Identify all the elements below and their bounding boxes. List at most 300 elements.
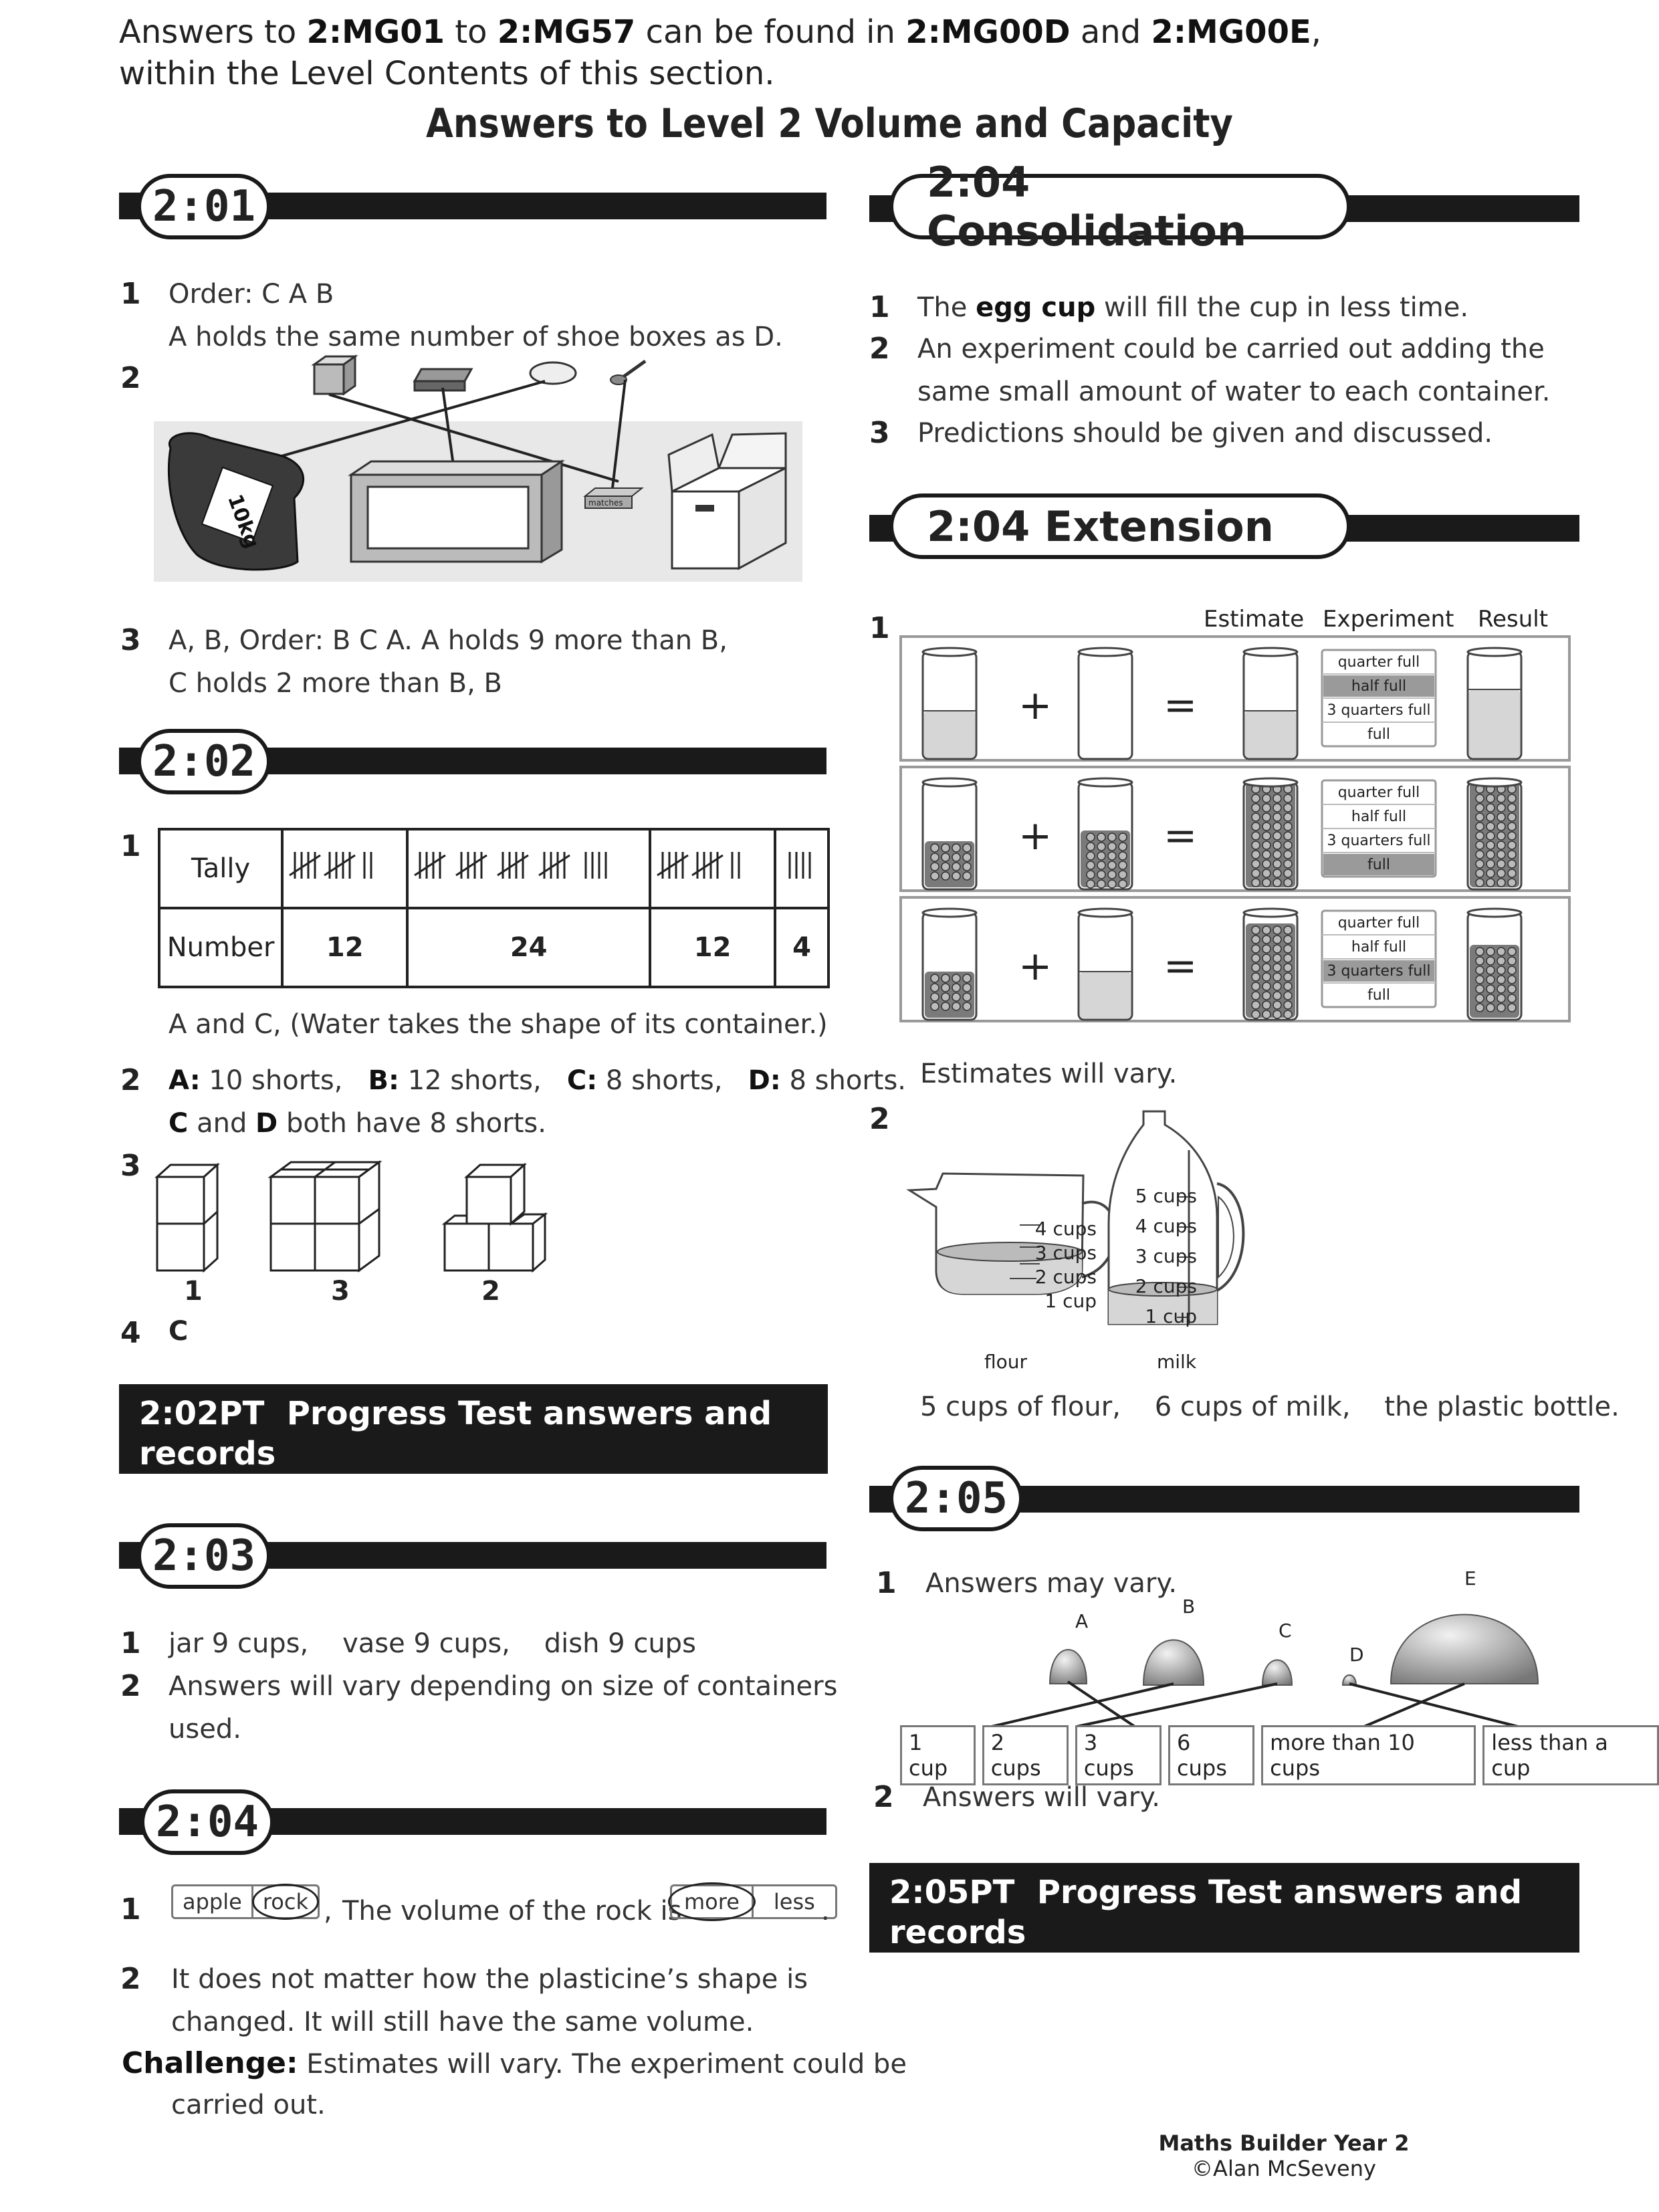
bead: [963, 993, 971, 1001]
bead: [1097, 871, 1105, 879]
option-label: 3 quarters full: [1327, 963, 1431, 980]
bead: [952, 844, 960, 852]
bead: [1262, 945, 1270, 953]
bead: [1087, 852, 1095, 860]
glass-water: [924, 711, 975, 758]
s201-q1-order: Order: C A B: [169, 279, 334, 310]
option-label: quarter full: [1337, 654, 1420, 671]
bead: [931, 844, 939, 852]
bead: [1476, 976, 1484, 984]
number-cell: 4: [775, 908, 828, 987]
section-label-205: 2:05: [889, 1466, 1023, 1531]
s203-q1: jar 9 cups, vase 9 cups, dish 9 cups: [169, 1628, 696, 1659]
bead: [1273, 973, 1281, 981]
s201-q3-line2: C holds 2 more than B, B: [169, 668, 502, 699]
section-label-204-extension: 2:04 Extension: [889, 493, 1351, 559]
bead: [1097, 861, 1105, 869]
tally-cell: [650, 829, 775, 908]
bead: [1119, 852, 1127, 860]
storage-box-icon: [669, 433, 786, 568]
period: .: [821, 1896, 830, 1926]
tally-cell: [775, 829, 828, 908]
bead: [1486, 966, 1495, 974]
bead: [1497, 1004, 1505, 1012]
intro-ref: 2:MG00D: [905, 13, 1071, 51]
bead: [1476, 948, 1484, 956]
question-number: 1: [120, 1892, 141, 1926]
plus-sign: +: [1018, 943, 1053, 990]
bead: [1486, 869, 1495, 877]
bead: [1262, 964, 1270, 972]
bead: [1508, 869, 1516, 877]
bead: [1476, 879, 1484, 887]
s201-q1-note: A holds the same number of shoe boxes as D.: [169, 322, 783, 352]
bead: [1252, 992, 1260, 1000]
s205-q1: Answers may vary.: [925, 1568, 1178, 1599]
bead: [1252, 822, 1260, 831]
bead: [1108, 871, 1116, 879]
jug-mark: 3 cups: [1034, 1242, 1097, 1264]
bead: [1273, 879, 1281, 887]
more-less-choice: [670, 1884, 837, 1919]
bead: [1497, 813, 1505, 821]
intro-text: can be found in: [635, 13, 906, 51]
option-more-label: more: [684, 1889, 740, 1914]
bead: [952, 872, 960, 880]
bead: [1284, 804, 1292, 812]
jug-scale: [983, 1217, 1097, 1313]
bead: [952, 853, 960, 861]
bead: [1273, 832, 1281, 840]
bead: [1108, 843, 1116, 851]
question-number: 3: [120, 623, 141, 657]
question-number: 2: [869, 1102, 890, 1136]
question-number: 2: [120, 1063, 141, 1097]
bead: [1262, 1010, 1270, 1018]
bead: [952, 974, 960, 982]
bead: [952, 993, 960, 1001]
bead: [942, 872, 950, 880]
answer-value: 12 shorts,: [399, 1065, 567, 1096]
s204c-q1: [917, 290, 1468, 325]
bead: [1273, 804, 1281, 812]
option-rock-label: rock: [262, 1889, 308, 1914]
bead: [1284, 935, 1292, 944]
option-label: quarter full: [1337, 915, 1420, 931]
bead: [1497, 832, 1505, 840]
bead: [1486, 804, 1495, 812]
challenge-label: Challenge:: [122, 2046, 298, 2080]
bead: [1252, 1001, 1260, 1009]
intro-text: and: [1070, 13, 1151, 51]
bead: [1476, 813, 1484, 821]
bottle-scale: [1123, 1181, 1197, 1331]
match-line: [1349, 1684, 1518, 1727]
pt-line-2: are at the end of this section.: [1010, 1954, 1549, 1991]
bead: [1486, 1004, 1495, 1012]
bead: [1284, 954, 1292, 962]
glass-rim: [1468, 778, 1521, 786]
s202-q2-line2: [169, 1106, 546, 1141]
s204e-q2-answer: 5 cups of flour, 6 cups of milk, the plastic bottle.: [920, 1392, 1620, 1422]
spoon-icon: [611, 361, 645, 384]
dome-b: [1143, 1640, 1204, 1686]
intro-ref: 2:MG57: [497, 13, 636, 51]
bead: [1508, 966, 1516, 974]
bead: [1497, 957, 1505, 965]
question-number: 2: [869, 332, 890, 366]
answer-value: and: [188, 1108, 256, 1139]
bead: [1273, 945, 1281, 953]
bead: [1262, 973, 1270, 981]
bead: [931, 1002, 939, 1010]
bead: [1476, 985, 1484, 993]
option-label: full: [1367, 726, 1390, 743]
rice-bag-label: 10kg: [223, 491, 264, 552]
extension-experiment-grid: [899, 635, 1575, 1036]
bead: [1476, 794, 1484, 802]
cup-options-row: [900, 1725, 1659, 1785]
bead: [1252, 1010, 1260, 1018]
bead: [1252, 879, 1260, 887]
s204c-q2-line2: same small amount of water to each container.: [917, 376, 1551, 407]
jug-mark: 4 cups: [1034, 1218, 1097, 1240]
tally-marks-24: [413, 845, 644, 885]
equals-sign: =: [1164, 812, 1198, 859]
option-label: quarter full: [1337, 784, 1420, 801]
bead: [1108, 880, 1116, 888]
glass-rim: [1244, 909, 1297, 917]
number-row: [159, 908, 828, 987]
option-more-circled: [670, 1884, 752, 1919]
s204-q2-line1: It does not matter how the plasticine’s shape is: [171, 1964, 808, 1995]
equals-sign: =: [1164, 682, 1198, 729]
bead: [1284, 879, 1292, 887]
bead: [1252, 964, 1260, 972]
bottle-mark: 1 cup: [1145, 1305, 1197, 1327]
bead: [1284, 973, 1292, 981]
bead: [1108, 833, 1116, 841]
bead: [1262, 860, 1270, 868]
answer-letter: D:: [748, 1065, 781, 1096]
pt-line-1: [139, 1394, 808, 1474]
bead: [1508, 879, 1516, 887]
cube-stack-label: 2: [481, 1276, 500, 1307]
matchbox-label: matches: [588, 498, 623, 508]
bead: [1273, 935, 1281, 944]
s203-q2-line2: used.: [169, 1714, 241, 1745]
bead: [1508, 957, 1516, 965]
bead: [1252, 860, 1260, 868]
bead: [963, 853, 971, 861]
circle-mark: [252, 1884, 319, 1920]
bead: [1087, 833, 1095, 841]
bead: [1497, 841, 1505, 849]
bead: [1508, 822, 1516, 831]
pt-text: Progress Test answers and records: [889, 1874, 1523, 1951]
bead: [1476, 832, 1484, 840]
bead: [963, 872, 971, 880]
number-header: Number: [159, 908, 282, 987]
page-title: Answers to Level 2 Volume and Capacity: [426, 100, 1233, 147]
bead: [952, 863, 960, 871]
bead: [1252, 851, 1260, 859]
question-number: 3: [120, 1149, 141, 1183]
bead: [1097, 833, 1105, 841]
option-rock-circled: [251, 1884, 320, 1919]
question-number: 1: [876, 1566, 897, 1600]
soap-icon: [530, 362, 576, 384]
bead: [1508, 860, 1516, 868]
text: will fill the cup in less time.: [1095, 292, 1469, 323]
bead: [1508, 948, 1516, 956]
bead: [1252, 794, 1260, 802]
tally-row: [159, 829, 828, 908]
intro-text: ,: [1311, 13, 1322, 51]
bead: [1262, 822, 1270, 831]
bead: [1262, 879, 1270, 887]
question-number: 2: [120, 361, 141, 395]
bead: [1252, 813, 1260, 821]
question-number: 1: [869, 290, 890, 324]
bead: [1284, 1001, 1292, 1009]
glass-rim: [1244, 648, 1297, 656]
question-number: 1: [120, 829, 141, 863]
tally-marks-12: [288, 845, 402, 885]
bead: [1097, 852, 1105, 860]
cup-option: 6 cups: [1168, 1725, 1254, 1785]
bead: [1476, 860, 1484, 868]
bead: [1262, 935, 1270, 944]
pt-text: Progress Test answers and records: [139, 1395, 772, 1472]
cup-option: 1 cup: [900, 1725, 976, 1785]
bead: [1262, 1001, 1270, 1009]
challenge-line2: carried out.: [171, 2090, 326, 2120]
bead: [963, 984, 971, 992]
answer-letter: A:: [169, 1065, 201, 1096]
glass-rim: [1244, 778, 1297, 786]
bead: [952, 984, 960, 992]
bead: [1486, 948, 1495, 956]
glass-rim: [923, 648, 976, 656]
bead: [1476, 957, 1484, 965]
bead: [1486, 976, 1495, 984]
bead: [1508, 976, 1516, 984]
question-number: 2: [120, 1669, 141, 1703]
option-label: 3 quarters full: [1327, 702, 1431, 719]
equals-sign: =: [1164, 943, 1198, 990]
option-label: full: [1367, 987, 1390, 1004]
match-line: [1077, 1684, 1277, 1727]
option-less: less: [752, 1884, 837, 1919]
intro-line-2: within the Level Contents of this section.: [119, 55, 775, 92]
s204c-q3: Predictions should be given and discussed.: [917, 418, 1493, 449]
bead: [1476, 994, 1484, 1002]
s205-q2: Answers will vary.: [923, 1782, 1160, 1813]
col-estimate: Estimate: [1204, 606, 1305, 633]
cup-option: 2 cups: [982, 1725, 1069, 1785]
bead: [1273, 964, 1281, 972]
bead: [1119, 833, 1127, 841]
glass-rim: [1079, 778, 1132, 786]
plus-sign: +: [1018, 812, 1053, 859]
bead: [1508, 985, 1516, 993]
bead: [1273, 813, 1281, 821]
bead: [1262, 869, 1270, 877]
bead: [1252, 954, 1260, 962]
long-box-icon: [351, 461, 562, 562]
pt-line-1: [889, 1872, 1559, 1953]
bead: [1273, 992, 1281, 1000]
answer-letter: B:: [368, 1065, 400, 1096]
bead: [1252, 832, 1260, 840]
dome-label: A: [1075, 1610, 1089, 1632]
block-icon: [314, 356, 355, 394]
bead: [1486, 813, 1495, 821]
bead: [1119, 861, 1127, 869]
bead: [1273, 794, 1281, 802]
bead: [1497, 976, 1505, 984]
bead: [1262, 804, 1270, 812]
bead: [1497, 822, 1505, 831]
question-number: 4: [120, 1316, 141, 1350]
option-label: full: [1367, 857, 1390, 873]
answer-value: 8 shorts.: [780, 1065, 907, 1096]
s202-q1-note: A and C, (Water takes the shape of its container.): [169, 1009, 828, 1040]
bead: [1284, 945, 1292, 953]
apple-rock-choice: [171, 1884, 320, 1919]
bead: [1476, 841, 1484, 849]
bead: [1486, 860, 1495, 868]
comma: ,: [324, 1896, 332, 1926]
bead: [1476, 869, 1484, 877]
bead: [1497, 851, 1505, 859]
bead: [942, 863, 950, 871]
glass-rim: [1468, 909, 1521, 917]
bead: [1273, 954, 1281, 962]
bead: [1262, 926, 1270, 934]
footer-title: Maths Builder Year 2: [1158, 2130, 1410, 2156]
bead: [1508, 994, 1516, 1002]
bead: [942, 1002, 950, 1010]
section-label-201: 2:01: [137, 174, 271, 239]
pt-code: 2:05PT: [889, 1874, 1015, 1911]
bead: [1262, 841, 1270, 849]
bead: [942, 974, 950, 982]
text: The: [917, 292, 976, 323]
bead: [1508, 813, 1516, 821]
bead: [1284, 794, 1292, 802]
intro-text: to: [445, 13, 497, 51]
bead: [1508, 1004, 1516, 1012]
bead: [1284, 813, 1292, 821]
s202-q4-answer: C: [169, 1316, 189, 1347]
option-apple: apple: [171, 1884, 251, 1919]
dome-label: C: [1279, 1620, 1292, 1642]
footer-copyright: ©Alan McSeveny: [1192, 2156, 1376, 2181]
bead: [1486, 985, 1495, 993]
col-experiment: Experiment: [1323, 606, 1454, 633]
bead: [1497, 804, 1505, 812]
bead: [1252, 804, 1260, 812]
s204c-q2-line1: An experiment could be carried out adding the: [917, 334, 1545, 364]
bead: [1087, 861, 1095, 869]
bead: [1108, 852, 1116, 860]
option-label: 3 quarters full: [1327, 833, 1431, 849]
plus-sign: +: [1018, 682, 1053, 729]
bead: [1252, 935, 1260, 944]
answer-value: 10 shorts,: [200, 1065, 368, 1096]
glass-rim: [923, 909, 976, 917]
bead: [1273, 1001, 1281, 1009]
tally-header: Tally: [159, 829, 282, 908]
bead: [1284, 832, 1292, 840]
col-result: Result: [1478, 606, 1549, 633]
glass-rim: [1079, 648, 1132, 656]
bead: [1486, 851, 1495, 859]
bead: [1273, 860, 1281, 868]
bead: [1284, 841, 1292, 849]
bead: [942, 844, 950, 852]
bead: [1284, 992, 1292, 1000]
section-label-203: 2:03: [137, 1523, 271, 1589]
bead: [1252, 973, 1260, 981]
bead: [1252, 841, 1260, 849]
bead: [1108, 861, 1116, 869]
bead: [1476, 804, 1484, 812]
dome-label: B: [1182, 1595, 1196, 1618]
s204-q2-line2: changed. It will still have the same volume.: [171, 2007, 754, 2037]
bead: [1284, 851, 1292, 859]
pt-line-2: are at the end of this section.: [259, 1475, 798, 1513]
intro-ref: 2:MG00E: [1151, 13, 1311, 51]
progress-test-banner-205: [869, 1863, 1579, 1991]
bead: [1497, 966, 1505, 974]
answer-value: 8 shorts,: [597, 1065, 748, 1096]
bead: [1284, 860, 1292, 868]
bead: [963, 844, 971, 852]
bead: [931, 984, 939, 992]
bottle-mark: 4 cups: [1135, 1215, 1197, 1237]
bead: [931, 872, 939, 880]
bead: [942, 993, 950, 1001]
bead: [1476, 822, 1484, 831]
bead: [1284, 982, 1292, 990]
dome-label: E: [1464, 1567, 1476, 1589]
bead: [1476, 1004, 1484, 1012]
bead: [1486, 994, 1495, 1002]
bead: [1284, 964, 1292, 972]
bead: [1262, 832, 1270, 840]
dome-label: D: [1349, 1644, 1364, 1666]
challenge-text: Estimates will vary. The experiment could be: [298, 2049, 907, 2080]
glass-rim: [923, 778, 976, 786]
bead: [1486, 879, 1495, 887]
bead: [1119, 880, 1127, 888]
glass-water: [1245, 711, 1296, 758]
bead: [1262, 992, 1270, 1000]
bead: [1497, 794, 1505, 802]
bead: [1497, 869, 1505, 877]
bead: [1486, 822, 1495, 831]
bead: [942, 853, 950, 861]
s204e-q1-note: Estimates will vary.: [920, 1059, 1178, 1089]
dome-c: [1262, 1660, 1292, 1686]
pt-code: 2:02PT: [139, 1395, 265, 1432]
glass-water: [1469, 689, 1520, 758]
section-label-202: 2:02: [137, 729, 271, 794]
option-label: half full: [1351, 939, 1407, 956]
